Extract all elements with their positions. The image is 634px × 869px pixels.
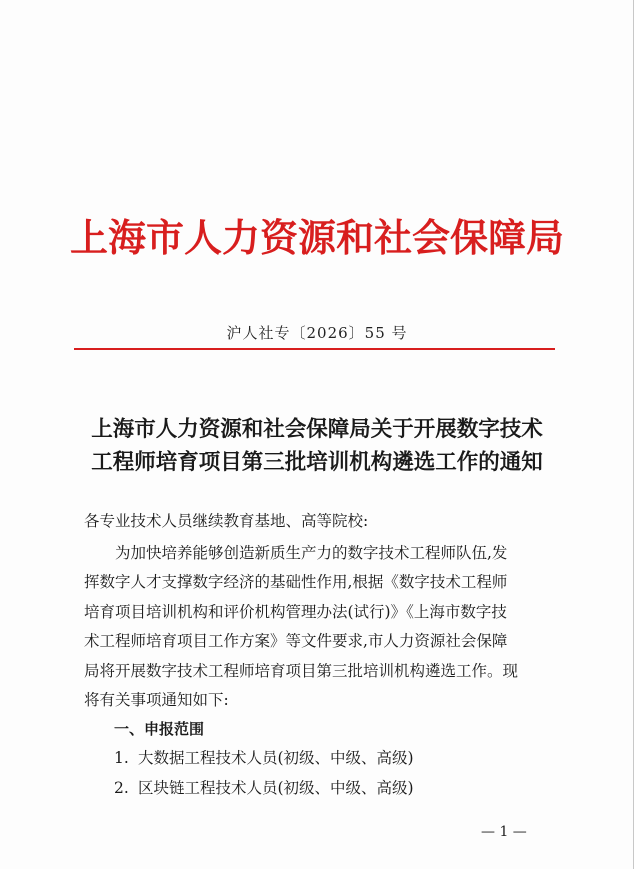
body-line: 挥数字人才支撑数字经济的基础性作用,根据《数字技术工程师 [84, 573, 508, 592]
document-title [40, 413, 594, 479]
list-item-text: 区块链工程技术人员(初级、中级、高级) [138, 779, 414, 797]
body-line: 术工程师培育项目工作方案》等文件要求,市人力资源社会保障 [84, 632, 508, 651]
issuing-organization-header: 上海市人力资源和社会保障局 [69, 215, 564, 260]
body-line: 局将开展数字技术工程师培育项目第三批培训机构遴选工作。现 [84, 661, 519, 680]
list-item-number: 1. [114, 749, 129, 767]
salutation: 各专业技术人员继续教育基地、高等院校: [84, 512, 369, 530]
list-item-text: 大数据工程技术人员(初级、中级、高级) [138, 749, 414, 767]
list-item-number: 2. [114, 779, 129, 797]
body-line: 为加快培养能够创造新质生产力的数字技术工程师队伍,发 [115, 544, 508, 562]
document-number: 沪人社专〔2026〕55 号 [226, 324, 408, 342]
red-divider-line [74, 348, 555, 350]
body-line: 培育项目培训机构和评价机构管理办法(试行)》《上海市数字技 [84, 602, 507, 621]
body-paragraph [84, 539, 559, 715]
list-item [114, 778, 414, 798]
page-number: — 1 — [481, 824, 527, 840]
body-line: 将有关事项通知如下: [84, 690, 229, 709]
list-item [114, 748, 414, 768]
document-title-line-2: 工程师培育项目第三批培训机构遴选工作的通知 [91, 450, 543, 475]
document-title-line-1: 上海市人力资源和社会保障局关于开展数字技术 [91, 417, 543, 442]
section-heading: 一、申报范围 [114, 720, 205, 738]
